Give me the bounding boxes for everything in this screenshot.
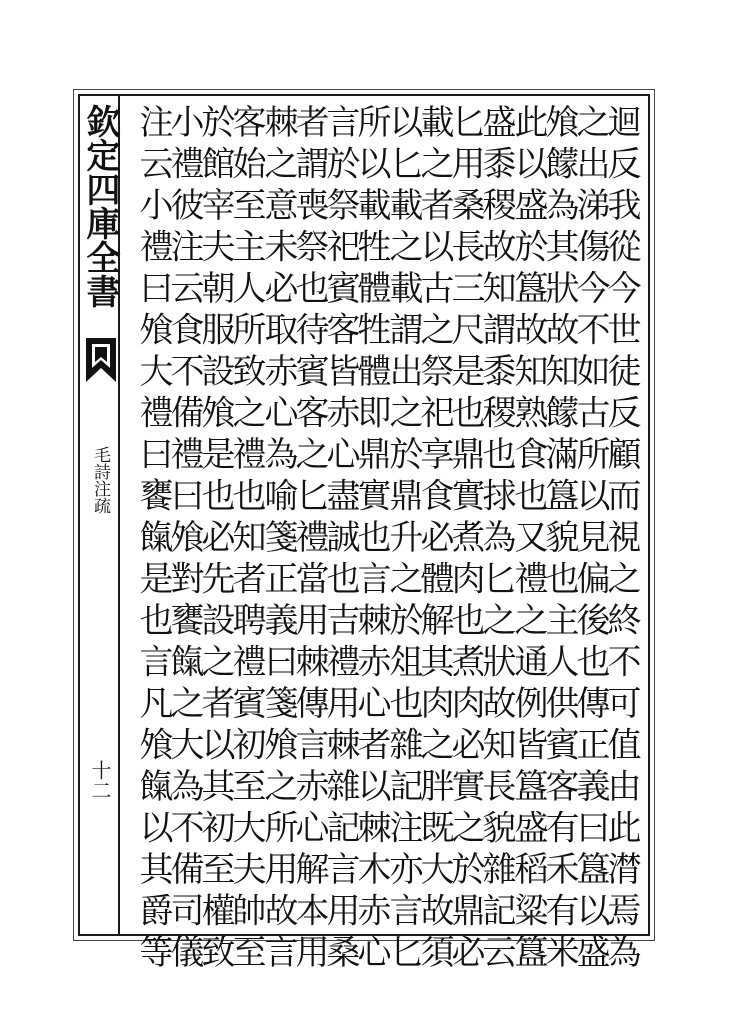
text-columns [124, 104, 644, 976]
text-column: 迴反我從今世徒反顧而視之終不可值由此潸焉為 [601, 104, 641, 976]
text-column: 者謂喪祭也待賓客之匕禮當用棘傳言赤心解本用 [289, 104, 329, 976]
page-number: 十二 [88, 760, 112, 800]
text-column: 棘之意未必取赤心為喻箋正義曰箋飧之所用故言 [258, 104, 298, 976]
text-column: 言於祭祀賓客皆赤心盡誠也吉禮用棘雜記言用桑 [320, 104, 360, 976]
fish-tail-mark-icon [84, 338, 118, 382]
text-column: 盛黍稷故知謂黍稷也捄為匕之狀故知長貌雜記云 [476, 104, 516, 976]
text-column: 所以載牲體牲體即鼎實也言棘赤心者以棘木赤心 [351, 104, 391, 976]
text-column: 於館宰夫朝服設飧是也必先設之者以其初至權致 [195, 104, 235, 976]
text-column: 此以盛於簋故知熟食也又禮之通例皆簋盛稻粱簋 [508, 104, 548, 976]
chapter-title: 毛詩注疏 [90, 446, 110, 514]
text-column: 注云小禮曰飧大禮曰饔餼是也言凡飧餼以其爵等 [133, 104, 173, 976]
text-column: 以匕載之載謂出之於鼎升之於俎也雜記注亦言匕 [383, 104, 423, 976]
text-column: 飧饛為其狀故知饛滿簋貌也主人供賓客有禾有米 [539, 104, 579, 976]
text-column: 載之者以古之祭祀享食必體解其肉之胖既大故須 [414, 104, 454, 976]
book-title: 欽定四庫全書 [80, 104, 120, 308]
text-column: 之出涕傷今不如古所以見偏後也傳正義曰簋以盛 [570, 104, 610, 976]
text-column: 小禮彼注云食不備禮曰飧對饔餼之大為不備司儀 [164, 104, 204, 976]
text-column: 匕用桑長三尺是也鼎實煮肉也煮肉必實之於鼎必 [445, 104, 485, 976]
text-column: 客始至主人所致之禮也知者聘禮賓初至大夫帥至 [226, 104, 266, 976]
